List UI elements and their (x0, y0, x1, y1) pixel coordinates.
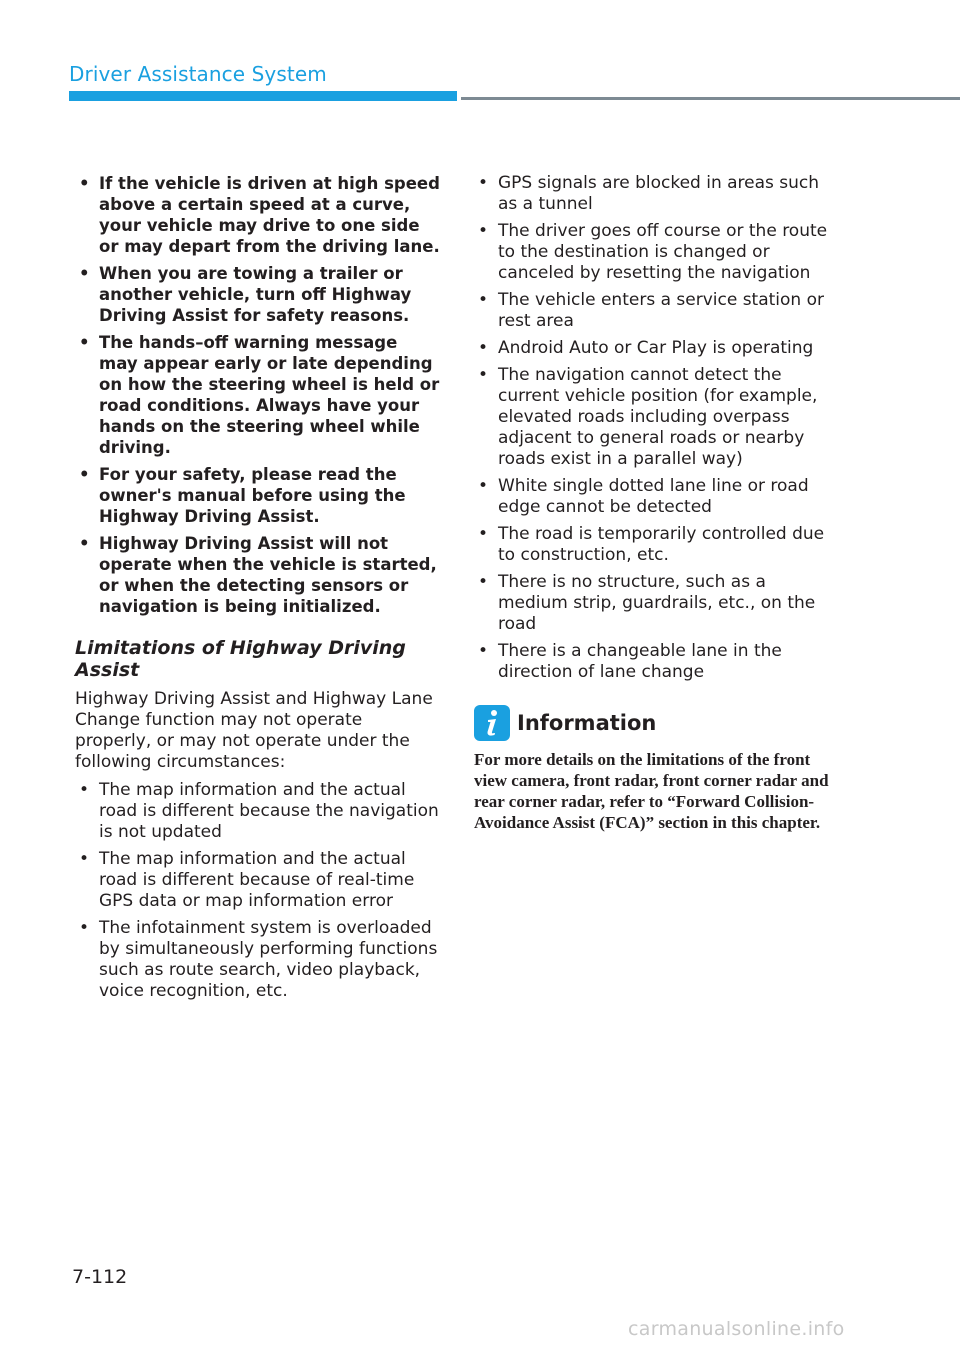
information-box-header (474, 705, 836, 741)
warning-list (75, 173, 440, 617)
list-item: • The driver goes off course or the route to the destination is changed or canceled by resetting the navigation (474, 221, 836, 284)
limitations-list (75, 780, 440, 1002)
list-item: • GPS signals are blocked in areas such as a tunnel (474, 173, 836, 215)
list-item: • The road is temporarily controlled due to construction, etc. (474, 524, 836, 566)
list-item: • White single dotted lane line or road edge cannot be detected (474, 476, 836, 518)
limitations-list-continued (474, 173, 836, 683)
limitations-intro: Highway Driving Assist and Highway Lane Change function may not operate properly, or may not operate under the following circumstances: (75, 689, 433, 772)
left-column (75, 173, 440, 1008)
list-item: • There is no structure, such as a medium strip, guardrails, etc., on the road (474, 572, 836, 635)
right-column (474, 173, 836, 833)
section-title: Driver Assistance System (69, 62, 327, 86)
list-item: • There is a changeable lane in the direction of lane change (474, 641, 836, 683)
list-item: • The map information and the actual road is different because of real-time GPS data or map information error (75, 849, 440, 912)
page-number: 7-112 (72, 1266, 128, 1288)
list-item: • Highway Driving Assist will not operate when the vehicle is started, or when the detecting sensors or navigation is being initialized. (75, 533, 440, 617)
information-title: Information (517, 711, 657, 735)
list-item: • The hands–off warning message may appear early or late depending on how the steering wheel is held or road conditions. Always have your hands on the steering wheel while driving. (75, 332, 440, 458)
list-item: • If the vehicle is driven at high speed above a certain speed at a curve, your vehicle may drive to one side or may depart from the driving lane. (75, 173, 440, 257)
list-item: • Android Auto or Car Play is operating (474, 338, 836, 359)
list-item: • The map information and the actual road is different because the navigation is not updated (75, 780, 440, 843)
watermark: carmanualsonline.info (628, 1318, 845, 1340)
information-body: For more details on the limitations of the front view camera, front radar, front corner radar and rear corner radar, refer to “Forward Collision-Avoidance Assist (FCA)” section in this chapter. (474, 750, 829, 832)
list-item: • For your safety, please read the owner's manual before using the Highway Driving Assist. (75, 464, 440, 527)
header-rule-accent (69, 91, 457, 101)
list-item: • The vehicle enters a service station or rest area (474, 290, 836, 332)
info-icon (474, 705, 510, 741)
list-item: • The infotainment system is overloaded by simultaneously performing functions such as route search, video playback, voice recognition, etc. (75, 918, 440, 1002)
list-item: • When you are towing a trailer or another vehicle, turn off Highway Driving Assist for safety reasons. (75, 263, 440, 326)
header-rule-gray (461, 97, 960, 100)
list-item: • The navigation cannot detect the current vehicle position (for example, elevated roads including overpass adjacent to general roads or nearby roads exist in a parallel way) (474, 365, 836, 470)
limitations-heading: Limitations of Highway Driving Assist (75, 637, 406, 681)
